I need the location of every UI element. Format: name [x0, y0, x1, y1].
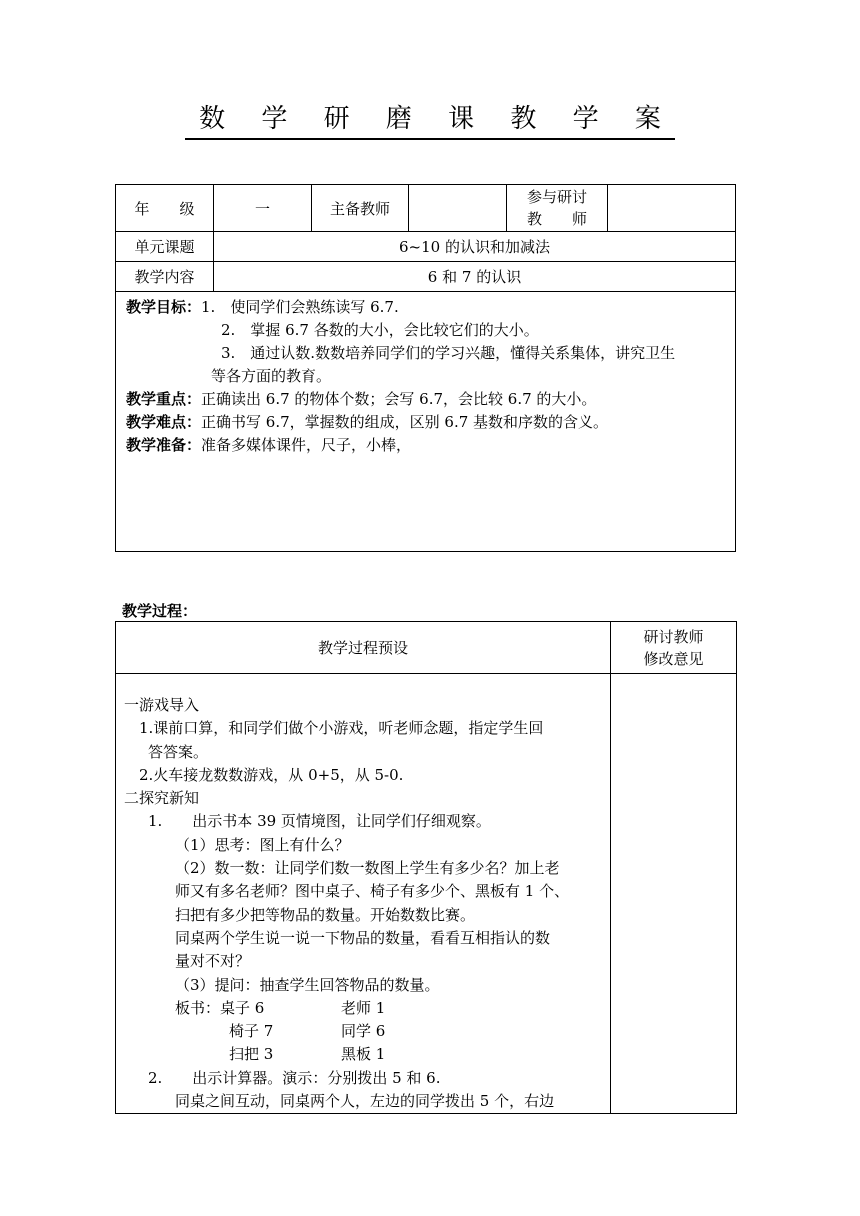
notes-header-line1: 研讨教师 [643, 627, 704, 646]
process-line: 同桌之间互动，同桌两个人，左边的同学拨出 5 个，右边 [175, 1092, 555, 1111]
notes-header [611, 622, 737, 674]
difficulty-label: 教学难点： [126, 413, 202, 431]
process-line: 2. 出示计算器。演示：分别拨出 5 和 6. [148, 1068, 441, 1087]
participant-label-line1: 参与研讨 [526, 188, 587, 206]
lead-teacher-label: 主备教师 [312, 185, 409, 232]
process-line: 答答案。 [148, 742, 209, 761]
process-line: 一游戏导入 [124, 696, 200, 714]
grade-value: 一 [214, 185, 312, 232]
process-line: 师又有多名老师？图中桌子、椅子有多少个、黑板有 1 个、 [175, 882, 570, 901]
process-line: 1. 出示书本 39 页情境图，让同学们仔细观察。 [148, 812, 491, 831]
key-label: 教学重点： [126, 390, 202, 408]
difficulty-text: 正确书写 6.7，掌握数的组成，区别 6.7 基数和序数的含义。 [201, 413, 609, 431]
process-line: （1）思考：图上有什么？ [175, 835, 350, 854]
board-cell: 黑板 1 [341, 1045, 386, 1064]
process-line: 二探究新知 [124, 789, 200, 808]
process-section-label: 教学过程： [122, 602, 198, 620]
board-row [124, 1020, 602, 1043]
process-line: 扫把有多少把等物品的数量。开始数数比赛。 [175, 905, 476, 924]
board-cell: 同学 6 [341, 1022, 386, 1041]
page-title: 数 学 研 磨 课 教 学 案 [0, 98, 860, 135]
grade-label: 年 级 [116, 185, 214, 232]
unit-label: 单元课题 [116, 232, 214, 262]
prep-label: 教学准备： [126, 436, 202, 454]
key-text: 正确读出 6.7 的物体个数；会写 6.7，会比较 6.7 的大小。 [201, 390, 597, 408]
objectives-cell [116, 292, 736, 552]
goal-3: 3. 通过认数.数数培养同学们的学习兴趣，懂得关系集体，讲究卫生 [221, 344, 676, 362]
process-table [115, 621, 737, 1114]
board-row [124, 1043, 602, 1066]
goal-1: 1. 使同学们会熟练读写 6.7. [201, 298, 399, 316]
content-value: 6 和 7 的认识 [214, 262, 736, 292]
notes-cell [611, 674, 737, 1114]
goal-2: 2. 掌握 6.7 各数的大小，会比较它们的大小。 [221, 321, 539, 339]
unit-value: 6~10 的认识和加减法 [214, 232, 736, 262]
board-cell: 板书：桌子 6 [175, 998, 265, 1017]
board-row [124, 997, 602, 1020]
process-line: 2.火车接龙数数游戏，从 0+5，从 5-0. [139, 765, 404, 784]
participant-label-line2: 教 师 [526, 210, 587, 228]
content-label: 教学内容 [116, 262, 214, 292]
participant-label [507, 185, 608, 232]
process-content [116, 674, 611, 1114]
notes-header-line2: 修改意见 [643, 649, 704, 668]
process-line: （3）提问：抽查学生回答物品的数量。 [175, 975, 440, 994]
board-cell: 扫把 3 [229, 1045, 274, 1064]
process-header: 教学过程预设 [116, 622, 611, 674]
goal-label: 教学目标： [126, 298, 202, 316]
lesson-info-table [115, 184, 736, 552]
participant-value [608, 185, 736, 232]
process-line: 同桌两个学生说一说一下物品的数量，看看互相指认的数 [175, 928, 551, 947]
board-cell: 老师 1 [341, 998, 386, 1017]
goal-3-cont: 等各方面的教育。 [211, 367, 332, 385]
process-line: 量对不对？ [175, 952, 251, 971]
process-line: 1.课前口算，和同学们做个小游戏，听老师念题，指定学生回 [139, 719, 544, 738]
board-cell: 椅子 7 [229, 1022, 274, 1041]
prep-text: 准备多媒体课件，尺子，小棒， [201, 436, 412, 454]
lead-teacher-value [409, 185, 507, 232]
process-line: （2）数一数：让同学们数一数图上学生有多少名？加上老 [175, 859, 560, 878]
